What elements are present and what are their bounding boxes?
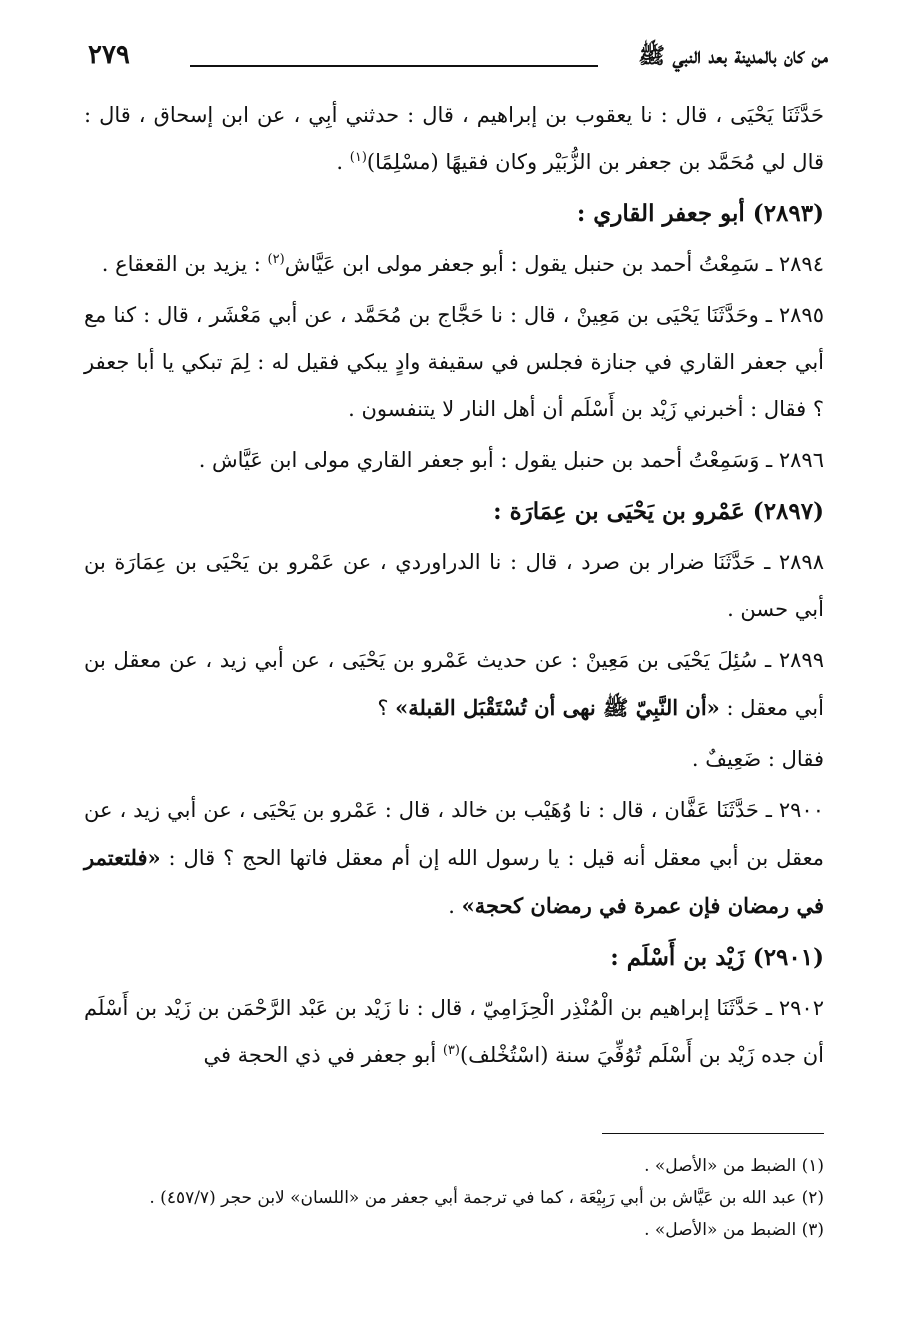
header-rule	[190, 65, 598, 67]
footnote-1: (١) الضبط من «الأصل» .	[644, 1156, 824, 1176]
paragraph-2896: ٢٨٩٦ ـ وَسَمِعْتُ أحمد بن حنبل يقول : أبو جعفر القاري مولى ابن عَيَّاش .	[198, 448, 824, 472]
section-heading-2897: (٢٨٩٧) عَمْرو بن يَحْيَى بن عِمَارَة :	[493, 498, 824, 525]
footnote-2: (٢) عبد الله بن عَيَّاش بن أبي رَبِيْعَة ، كما في ترجمة أبي جعفر من «اللسان» لابن حجر (٤٥٧/٧) .	[149, 1188, 824, 1208]
paragraph-text: ٢٨٩٩ ـ سُئِلَ يَحْيَى بن مَعِينْ : عن حديث عَمْرو بن يَحْيَى ، عن أبي زيد ، عن معقل بن أبي معقل :	[84, 648, 824, 720]
footnote-ref: (١)	[349, 150, 367, 165]
section-heading-2893: (٢٨٩٣) أبو جعفر القاري :	[576, 200, 824, 227]
page-header	[70, 38, 828, 78]
running-title: من كان بالمدينة بعد النبي ﷺ	[638, 43, 828, 69]
paragraph-end: : يزيد بن القعقاع .	[101, 252, 268, 276]
paragraph-2895: ٢٨٩٥ ـ وحَدَّثَنَا يَحْيَى بن مَعِينْ ، قال : نا حَجَّاج بن مُحَمَّد ، عن أبي مَعْشَر ، قال : كنا مع أبي جعفر القاري في جنازة فجلس في سقيفة وادٍ يبكي فقيل له : لِمَ تبكي يا أبا جعفر ؟ فقال : أخبرني زَيْد بن أَسْلَم أن أهل النار لا يتنفسون .	[84, 303, 825, 421]
paragraph-end: .	[336, 150, 350, 174]
footnotes	[84, 1150, 824, 1246]
paragraph-text: ٢٩٠٠ ـ حَدَّثَنَا عَفَّان ، قال : نا وُهَيْب بن خالد ، قال : عَمْرو بن يَحْيَى ، عن أبي زيد ، عن معقل بن أبي معقل أنه قيل : يا رسول الله إن أم معقل فاتها الحج ؟ قال :	[84, 798, 824, 870]
paragraph-2898: ٢٨٩٨ ـ حَدَّثَنَا ضرار بن صرد ، قال : نا الدراوردي ، عن عَمْرو بن يَحْيَى بن عِمَارَة بن أبي حسن .	[84, 550, 824, 621]
paragraph-2902	[84, 985, 824, 1079]
paragraph-text: ٢٩٠٢ ـ حَدَّثَنَا إبراهيم بن الْمُنْذِر الْحِزَامِيّ ، قال : نا زَيْد بن عَبْد الرَّحْمَن بن زَيْد بن أَسْلَم أن جده زَيْد بن أَسْلَم تُوُفِّيَ سنة (اسْتُخْلف)	[84, 996, 824, 1067]
footnote-separator	[602, 1133, 824, 1134]
paragraph-end: .	[448, 894, 462, 918]
hadith-quote: «فلتعتمر في رمضان فإن عمرة في رمضان كحجة»	[84, 845, 824, 918]
paragraph-end: ؟	[377, 696, 396, 720]
paragraph-2899-answer: فقال : ضَعِيفٌ .	[691, 747, 824, 771]
paragraph-end: أبو جعفر في ذي الحجة في	[203, 1043, 443, 1067]
footnote-ref: (٢)	[267, 252, 285, 267]
paragraph-2899	[84, 637, 824, 732]
paragraph-text: ٢٨٩٤ ـ سَمِعْتُ أحمد بن حنبل يقول : أبو جعفر مولى ابن عَيَّاش	[284, 252, 824, 276]
main-text	[84, 92, 824, 1083]
paragraph-2900	[84, 787, 824, 930]
section-heading-2901: (٢٩٠١) زَيْد بن أَسْلَم :	[610, 944, 824, 971]
footnote-3: (٣) الضبط من «الأصل» .	[644, 1220, 824, 1240]
hadith-quote: «أن النَّبِيّ ﷺ نهى أن تُسْتَقْبَل القبلة»	[395, 695, 720, 720]
paragraph-2894	[84, 241, 824, 288]
paragraph-intro	[84, 92, 824, 186]
footnote-ref: (٣)	[442, 1043, 460, 1058]
paragraph-text: حَدَّثَنَا يَحْيَى ، قال : نا يعقوب بن إبراهيم ، قال : حدثني أبِي ، عن ابن إسحاق ، قال : قال لي مُحَمَّد بن جعفر بن الزُّبَيْر وكان فقيهًا (مسْلِمًا)	[84, 103, 824, 174]
page-number: ٢٧٩	[88, 40, 130, 70]
